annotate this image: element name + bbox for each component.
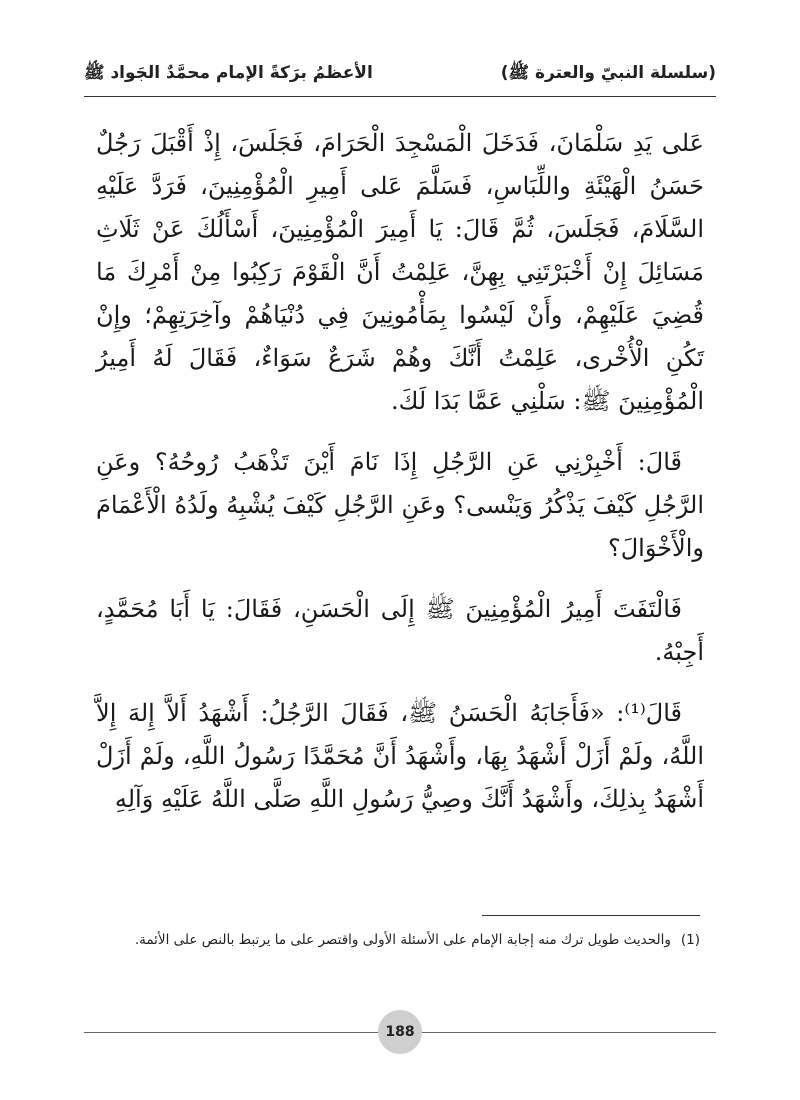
paragraph: فَالْتَفَتَ أَمِيرُ الْمُؤْمِنِينَ ﷺ إِلَى الْحَسَنِ، فَقَالَ: يَا أَبَا مُحَمَّدٍ، أَجِبْهُ. xyxy=(96,595,704,666)
running-header xyxy=(84,56,716,92)
footnote xyxy=(100,928,700,952)
paragraph: قَالَ: أَخْبِرْنِي عَنِ الرَّجُلِ إِذَا نَامَ أَيْنَ تَذْهَبُ رُوحُهُ؟ وعَنِ الرَّجُلِ كَيْفَ يَذْكُرُ وَيَنْسى؟ وعَنِ الرَّجُلِ كَيْفَ يُشْبِهُ ولَدُهُ الْأَعْمَامَ والْأَخْوَالَ؟ xyxy=(96,448,704,562)
footnote-marker: (1) xyxy=(680,932,700,948)
paragraph: قَالَ⁽¹⁾: «فَأَجَابَهُ الْحَسَنُ ﷺ، فَقَالَ الرَّجُلُ: أَشْهَدُ أَلاَّ إِلهَ إِلاَّ اللَّهُ، ولَمْ أَزَلْ أَشْهَدُ بِهَا، وأَشْهَدُ أَنَّ مُحَمَّدًا رَسُولُ اللَّهِ، ولَمْ أَزَلْ أَشْهَدُ بِذلِكَ، وأَشْهَدُ أَنَّكَ وصِيُّ رَسُولِ اللَّهِ صَلَّى اللَّهُ عَلَيْهِ وَآلِهِ xyxy=(96,699,704,813)
series-title: (سلسلة النبيّ والعترة ﷺ) xyxy=(500,62,716,83)
page-footer xyxy=(0,1010,800,1054)
paragraph: عَلى يَدِ سَلْمَانَ، فَدَخَلَ الْمَسْجِدَ الْحَرَامَ، فَجَلَسَ، إِذْ أَقْبَلَ رَجُلٌ حَسَنُ الْهَيْئَةِ واللِّبَاسِ، فَسَلَّمَ عَلى أَمِيرِ الْمُؤْمِنِينَ، فَرَدَّ عَلَيْهِ السَّلَامَ، فَجَلَسَ، ثُمَّ قَالَ: يَا أَمِيرَ الْمُؤْمِنِينَ، أَسْأَلُكَ عَنْ ثَلَاثِ مَسَائِلَ إِنْ أَخْبَرْتَنِي بِهِنَّ، عَلِمْتُ أَنَّ الْقَوْمَ رَكِبُوا مِنْ أَمْرِكَ مَا قُضِيَ عَلَيْهِمْ، وأَنْ لَيْسُوا بِمَأْمُونِينَ فِي دُنْيَاهُمْ وآخِرَتِهِمْ؛ وإِنْ تَكُنِ الْأُخْرى، عَلِمْتُ أَنَّكَ وهُمْ شَرَعٌ سَوَاءٌ، فَقَالَ لَهُ أَمِيرُ الْمُؤْمِنِينَ ﷺ: سَلْنِي عَمَّا بَدَا لَكَ. xyxy=(96,129,704,415)
footnote-text: والحديث طويل ترك منه إجابة الإمام على الأسئلة الأولى واقتصر على ما يرتبط بالنص على الأئمة. xyxy=(134,932,671,948)
header-rule xyxy=(84,96,716,97)
body-text xyxy=(96,122,704,839)
page-number: 188 xyxy=(378,1010,422,1054)
book-title: الأعظمُ برَكةً الإمام محمَّدٌ الجَواد ﷺ xyxy=(84,62,373,83)
footnote-rule xyxy=(482,915,700,916)
